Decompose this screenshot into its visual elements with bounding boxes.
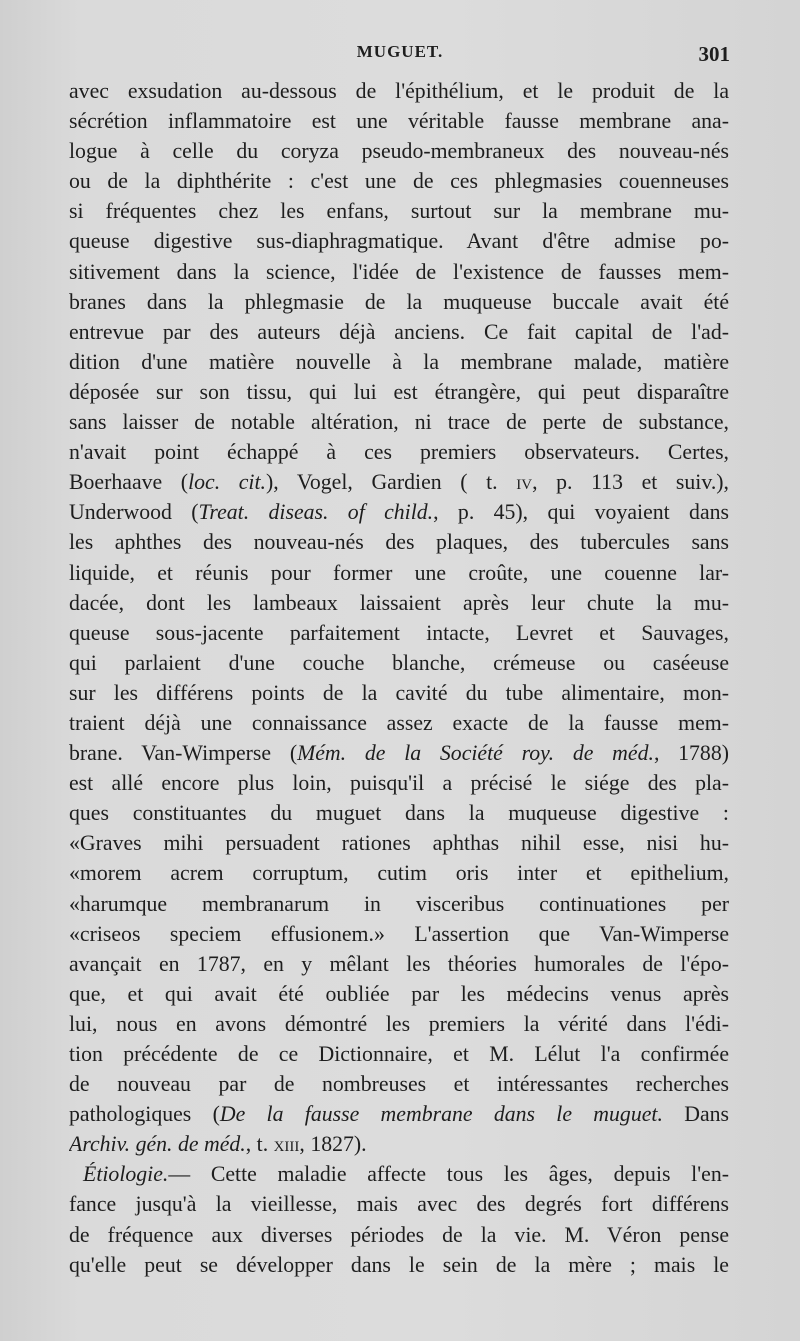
text-line — [69, 1099, 729, 1129]
roman-numeral: iv — [516, 470, 533, 495]
text-line: branes dans la phlegmasie de la muqueuse buccale avait été — [69, 289, 729, 314]
text-line: dacée, dont les lambeaux laissaient après leur chute la mu- — [69, 590, 729, 615]
text-run: ), Vogel, Gardien ( t. — [266, 470, 517, 495]
text-line: les aphthes des nouveau-nés des plaques, des tubercules sans — [69, 530, 729, 555]
text-line: avec exsudation au-dessous de l'épithélium, et le produit de la — [69, 79, 729, 103]
text-line: liquide, et réunis pour former une croûte, une couenne lar- — [69, 560, 729, 585]
roman-numeral: xiii — [273, 1132, 300, 1157]
text-run: , p. 45), qui voyaient dans — [433, 500, 729, 525]
citation-italic: loc. cit. — [188, 470, 266, 495]
text-line: ou de la diphthérite : c'est une de ces phlegmasies couenneuses — [69, 169, 729, 194]
text-line: tion précédente de ce Dictionnaire, et M. Lélut l'a confirmée — [69, 1042, 729, 1066]
text-run: , 1788) — [653, 741, 729, 766]
text-line: logue à celle du coryza pseudo-membraneux des nouveau-nés — [69, 139, 729, 164]
text-line: si fréquentes chez les enfans, surtout sur la membrane mu- — [69, 199, 729, 224]
text-line — [69, 738, 729, 768]
text-line: est allé encore plus loin, puisqu'il a précisé le siége des pla- — [69, 771, 729, 796]
text-line: lui, nous en avons démontré les premiers la vérité dans l'édi- — [69, 1011, 729, 1036]
text-line: sécrétion inflammatoire est une véritable fausse membrane ana- — [69, 109, 729, 134]
text-run: , p. 113 et suiv.), — [532, 470, 729, 495]
text-line — [69, 1129, 729, 1159]
text-line: «criseos speciem effusionem.» L'assertion que Van-Wimperse — [69, 921, 729, 946]
text-line: entrevue par des auteurs déjà anciens. Ce fait capital de l'ad- — [69, 319, 729, 344]
text-run: pathologiques ( — [69, 1102, 220, 1127]
text-line — [69, 467, 729, 497]
text-line: fance jusqu'à la vieillesse, mais avec des degrés fort différens — [69, 1192, 729, 1217]
text-line: de fréquence aux diverses périodes de la vie. M. Véron pense — [69, 1222, 729, 1247]
text-run: — Cette maladie affecte tous les âges, depuis l'en- — [168, 1162, 729, 1187]
text-line — [69, 497, 729, 527]
text-line: «morem acrem corruptum, cutim oris inter et epithelium, — [69, 861, 729, 886]
text-line: avançait en 1787, en y mêlant les théories humorales de l'épo- — [69, 951, 729, 976]
text-line: sans laisser de notable altération, ni trace de perte de substance, — [69, 410, 729, 435]
page-number: 301 — [698, 42, 730, 66]
text-run: Underwood ( — [69, 500, 199, 525]
running-title: MUGUET. — [356, 42, 444, 61]
text-line — [69, 1159, 729, 1189]
text-line: queuse sous-jacente parfaitement intacte, Levret et Sauvages, — [69, 620, 729, 645]
running-head — [70, 42, 730, 70]
text-line: queuse digestive sus-diaphragmatique. Avant d'être admise po- — [69, 229, 729, 254]
citation-italic: Treat. diseas. of child. — [198, 500, 434, 525]
text-line: sitivement dans la science, l'idée de l'existence de fausses mem- — [69, 259, 729, 284]
text-run: Boerhaave ( — [69, 470, 189, 495]
text-run: , t. — [245, 1132, 274, 1157]
citation-italic: De la fausse membrane dans le muguet. — [219, 1102, 663, 1127]
citation-italic: Mém. de la Société roy. de méd. — [297, 741, 654, 766]
text-line: qui parlaient d'une couche blanche, crémeuse ou caséeuse — [69, 650, 729, 675]
text-line: que, et qui avait été oubliée par les médecins venus après — [69, 981, 729, 1006]
text-line: sur les différens points de la cavité du tube alimentaire, mon- — [69, 680, 729, 705]
text-line: dition d'une matière nouvelle à la membrane malade, matière — [69, 349, 729, 374]
citation-italic: Archiv. gén. de méd. — [69, 1132, 246, 1157]
text-line: qu'elle peut se développer dans le sein de la mère ; mais le — [69, 1252, 729, 1277]
text-line: «harumque membranarum in visceribus continuationes per — [69, 891, 729, 916]
text-line: déposée sur son tissu, qui lui est étrangère, qui peut disparaître — [69, 379, 729, 404]
text-line: n'avait point échappé à ces premiers observateurs. Certes, — [69, 440, 729, 465]
text-line: «Graves mihi persuadent rationes aphthas nihil esse, nisi hu- — [69, 831, 729, 856]
text-line: traient déjà une connaissance assez exacte de la fausse mem- — [69, 710, 729, 735]
text-line: ques constituantes du muguet dans la muqueuse digestive : — [69, 801, 729, 826]
text-run: brane. Van-Wimperse ( — [69, 741, 298, 766]
section-heading-italic: Étiologie. — [83, 1162, 169, 1187]
text-run: Dans — [662, 1102, 729, 1127]
text-run: , 1827). — [299, 1132, 367, 1157]
text-line: de nouveau par de nombreuses et intéressantes recherches — [69, 1072, 729, 1097]
body-text — [69, 76, 729, 1280]
